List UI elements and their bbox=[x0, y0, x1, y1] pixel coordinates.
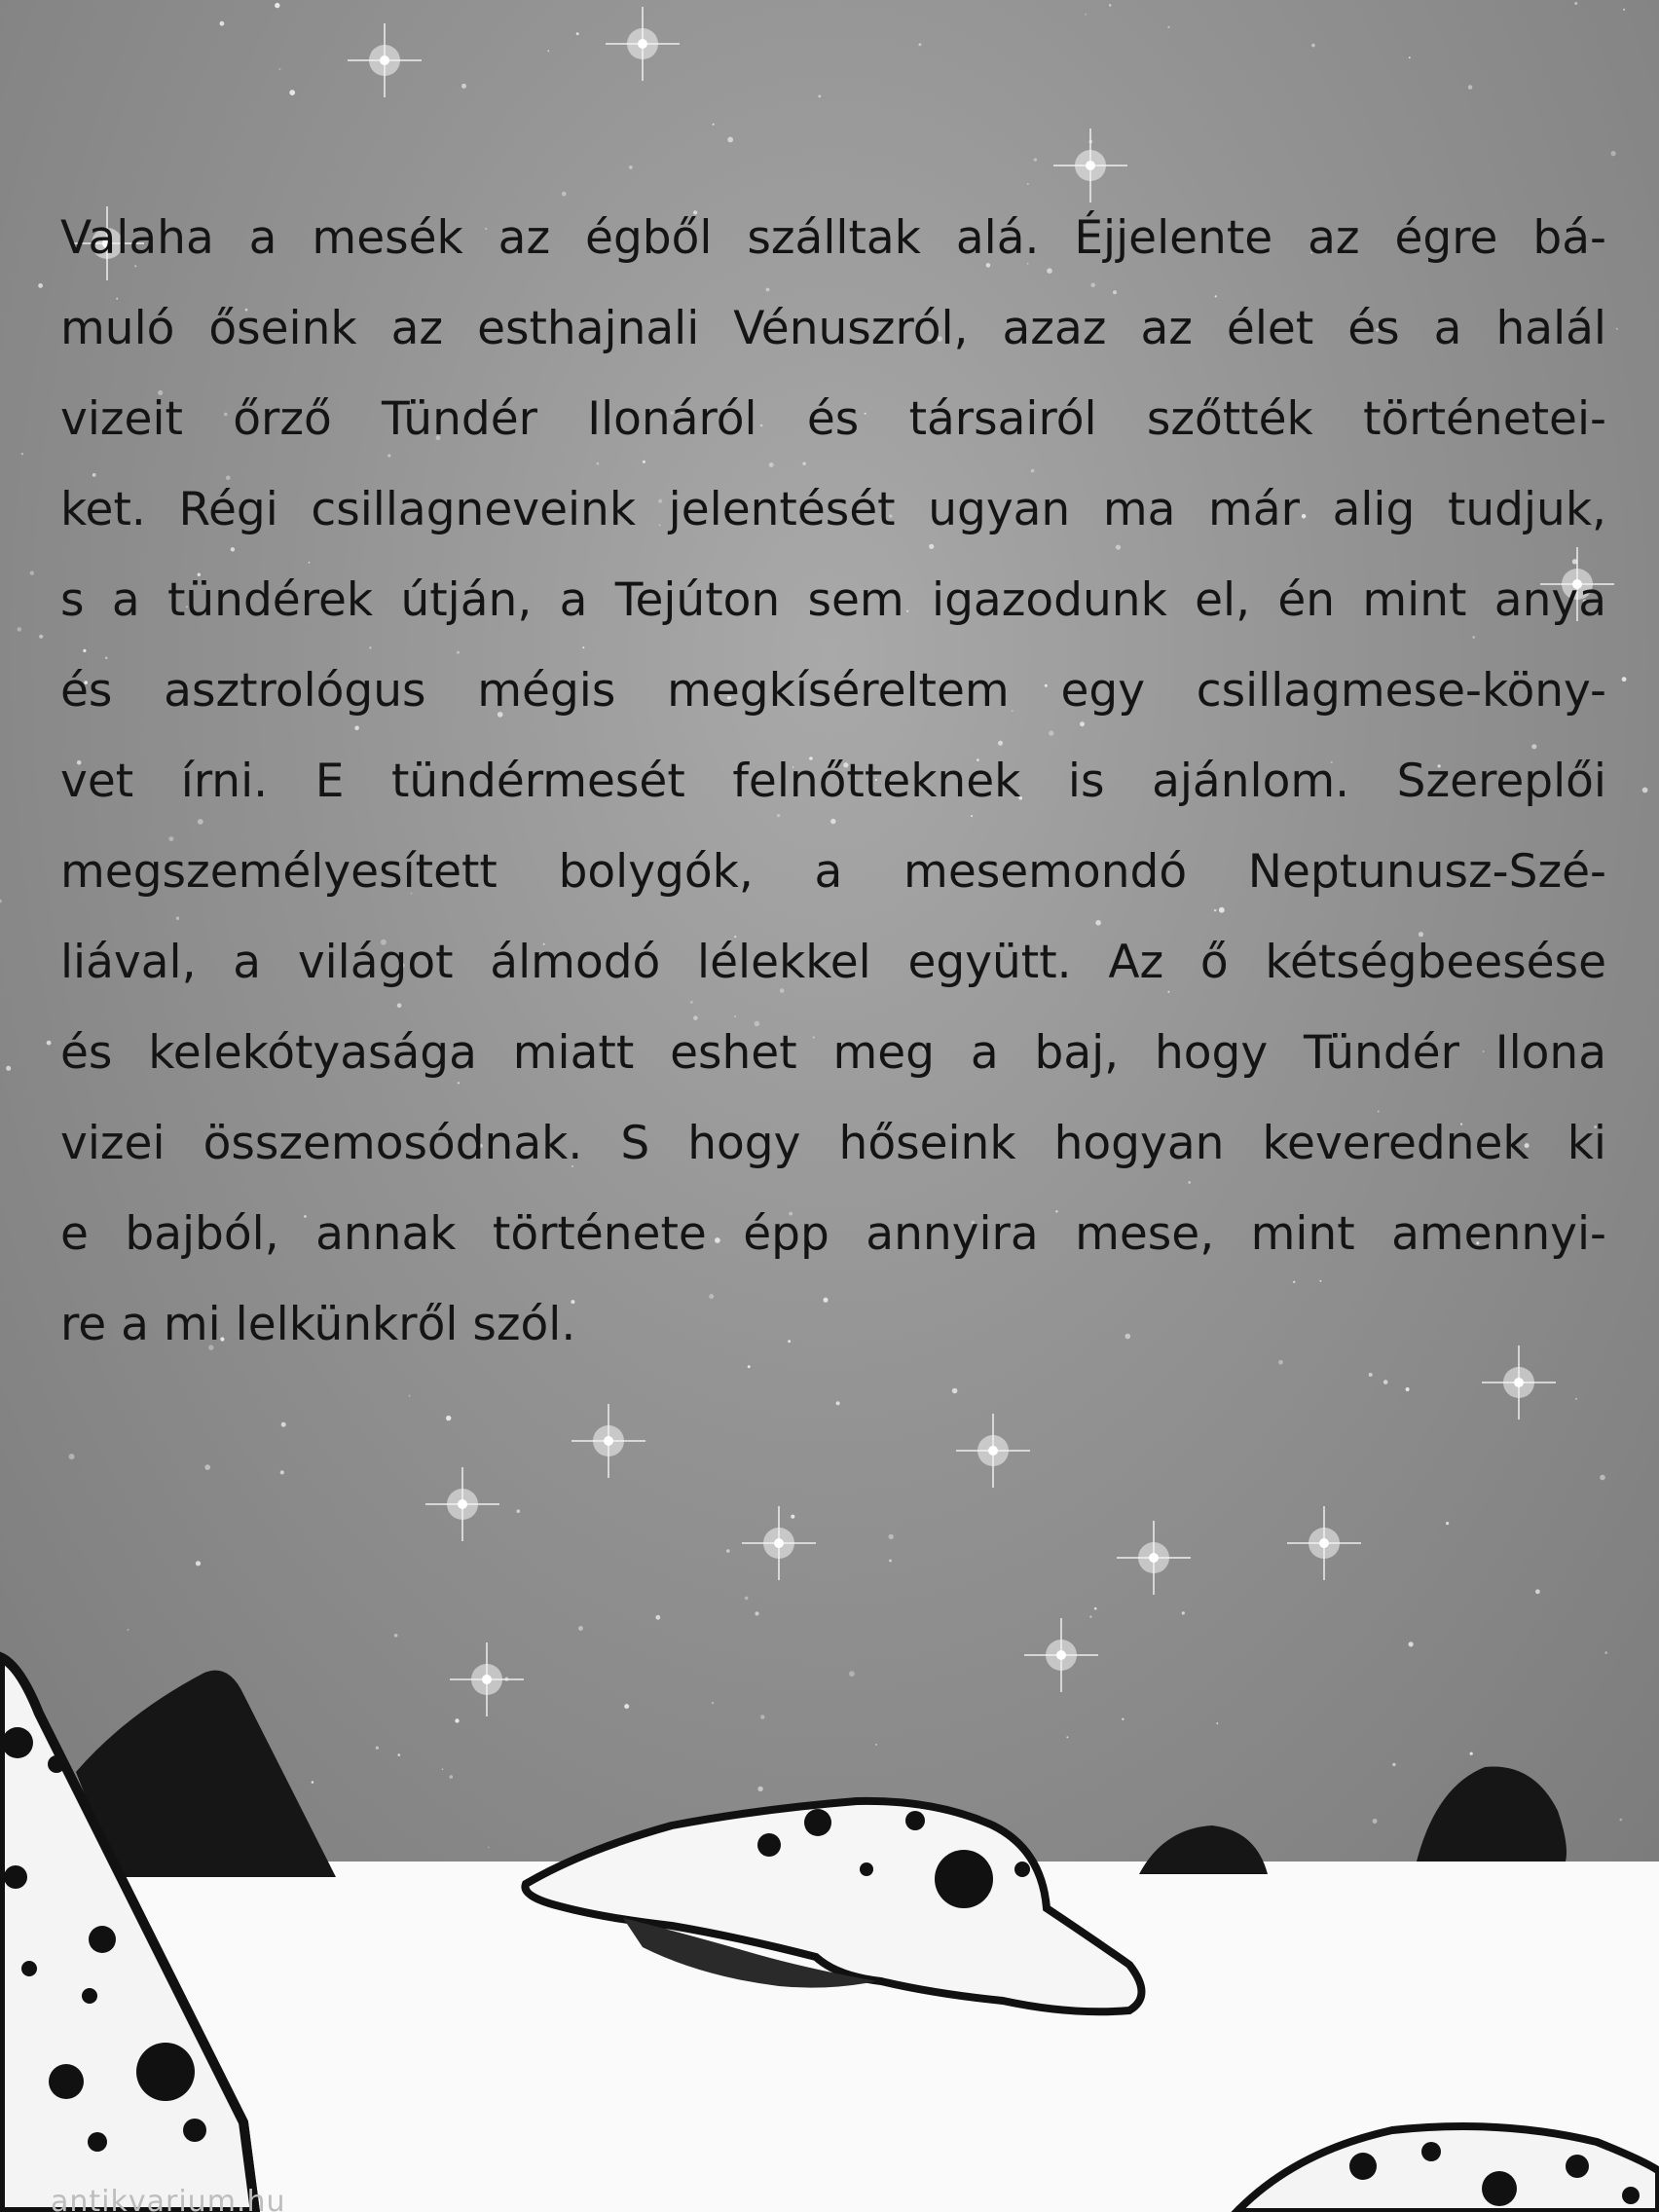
story-intro-paragraph bbox=[60, 193, 1606, 1370]
paragraph-line: ket. Régi csillagneveink jelentését ugyan ma már alig tudjuk, bbox=[60, 483, 1606, 536]
paragraph-line: és asztrológus mégis megkíséreltem egy csillagmese-köny- bbox=[60, 664, 1606, 718]
paragraph-line: muló őseink az esthajnali Vénuszról, azaz az élet és a halál bbox=[60, 302, 1606, 355]
small-dark-rock-1 bbox=[1139, 1825, 1268, 1874]
paragraph-line: Valaha a mesék az égből szálltak alá. Éjjelente az égre bá- bbox=[60, 211, 1606, 265]
paragraph-line: s a tündérek útján, a Tejúton sem igazodunk el, én mint anya bbox=[60, 573, 1606, 627]
paragraph-line: és kelekótyasága miatt eshet meg a baj, hogy Tündér Ilona bbox=[60, 1026, 1606, 1080]
paragraph-line: vizei összemosódnak. S hogy hőseink hogyan keverednek ki bbox=[60, 1117, 1606, 1170]
bottom-right-spotted-rock bbox=[1236, 2126, 1659, 2212]
paragraph-line: megszemélyesített bolygók, a mesemondó Neptunusz-Szé- bbox=[60, 845, 1606, 899]
small-dark-rock-2 bbox=[1417, 1767, 1567, 1862]
paragraph-line: liával, a világot álmodó lélekkel együtt. Az ő kétségbeesése bbox=[60, 936, 1606, 989]
dark-peak-rock bbox=[76, 1671, 336, 1877]
paragraph-line: vizeit őrző Tündér Ilonáról és társairól szőtték történetei- bbox=[60, 392, 1606, 446]
paragraph-line: e bajból, annak története épp annyira mese, mint amennyi- bbox=[60, 1207, 1606, 1261]
paragraph-line: vet írni. E tündérmesét felnőtteknek is ajánlom. Szereplői bbox=[60, 755, 1606, 808]
paragraph-line: re a mi lelkünkről szól. bbox=[60, 1298, 576, 1351]
watermark: antikvarium.hu bbox=[51, 2185, 286, 2212]
